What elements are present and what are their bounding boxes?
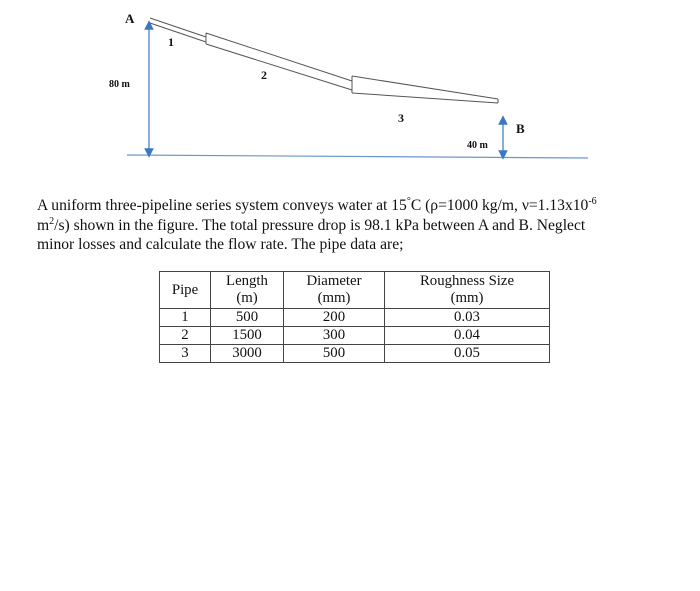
point-b-label: B: [516, 121, 525, 136]
cell-pipe: 1: [160, 309, 211, 327]
pipe-data-table: [159, 271, 550, 363]
problem-line-3: minor losses and calculate the flow rate. The pipe data are;: [37, 236, 404, 253]
problem-statement: [37, 196, 657, 255]
height-a-label: 80 m: [109, 79, 130, 90]
cell-diameter: 200: [284, 309, 385, 327]
point-a-label: A: [125, 11, 135, 26]
cell-length: 500: [211, 309, 284, 327]
table-row: [160, 327, 550, 345]
height-b-label: 40 m: [467, 140, 488, 151]
header-roughness: Roughness Size (mm): [385, 272, 550, 309]
problem-line-1: A uniform three-pipeline series system conveys water at 15°C (ρ=1000 kg/m, $\nu=1.13x10^{-6}$: [37, 195, 597, 214]
problem-line-2: $m^2/s$) shown in the figure. The total pressure drop is 98.1 kPa between A and B. Neglect: [37, 215, 586, 234]
cell-diameter: 500: [284, 345, 385, 363]
header-pipe: Pipe: [160, 272, 211, 309]
cell-pipe: 3: [160, 345, 211, 363]
pipe-1-label: 1: [168, 35, 174, 49]
pipe-3-label: 3: [398, 111, 404, 125]
cell-length: 3000: [211, 345, 284, 363]
cell-roughness: 0.04: [385, 327, 550, 345]
pipe-2: [206, 33, 352, 90]
pipe-2-label: 2: [261, 68, 267, 82]
header-length: Length (m): [211, 272, 284, 309]
cell-pipe: 2: [160, 327, 211, 345]
cell-roughness: 0.05: [385, 345, 550, 363]
pipeline-figure: [0, 0, 700, 190]
table-row: [160, 345, 550, 363]
table-header-row: [160, 272, 550, 309]
cell-length: 1500: [211, 327, 284, 345]
cell-diameter: 300: [284, 327, 385, 345]
table-row: [160, 309, 550, 327]
cell-roughness: 0.03: [385, 309, 550, 327]
pipe-1: [150, 18, 206, 42]
ground-line: [127, 155, 588, 158]
header-diameter: Diameter (mm): [284, 272, 385, 309]
pipe-3: [352, 76, 498, 103]
